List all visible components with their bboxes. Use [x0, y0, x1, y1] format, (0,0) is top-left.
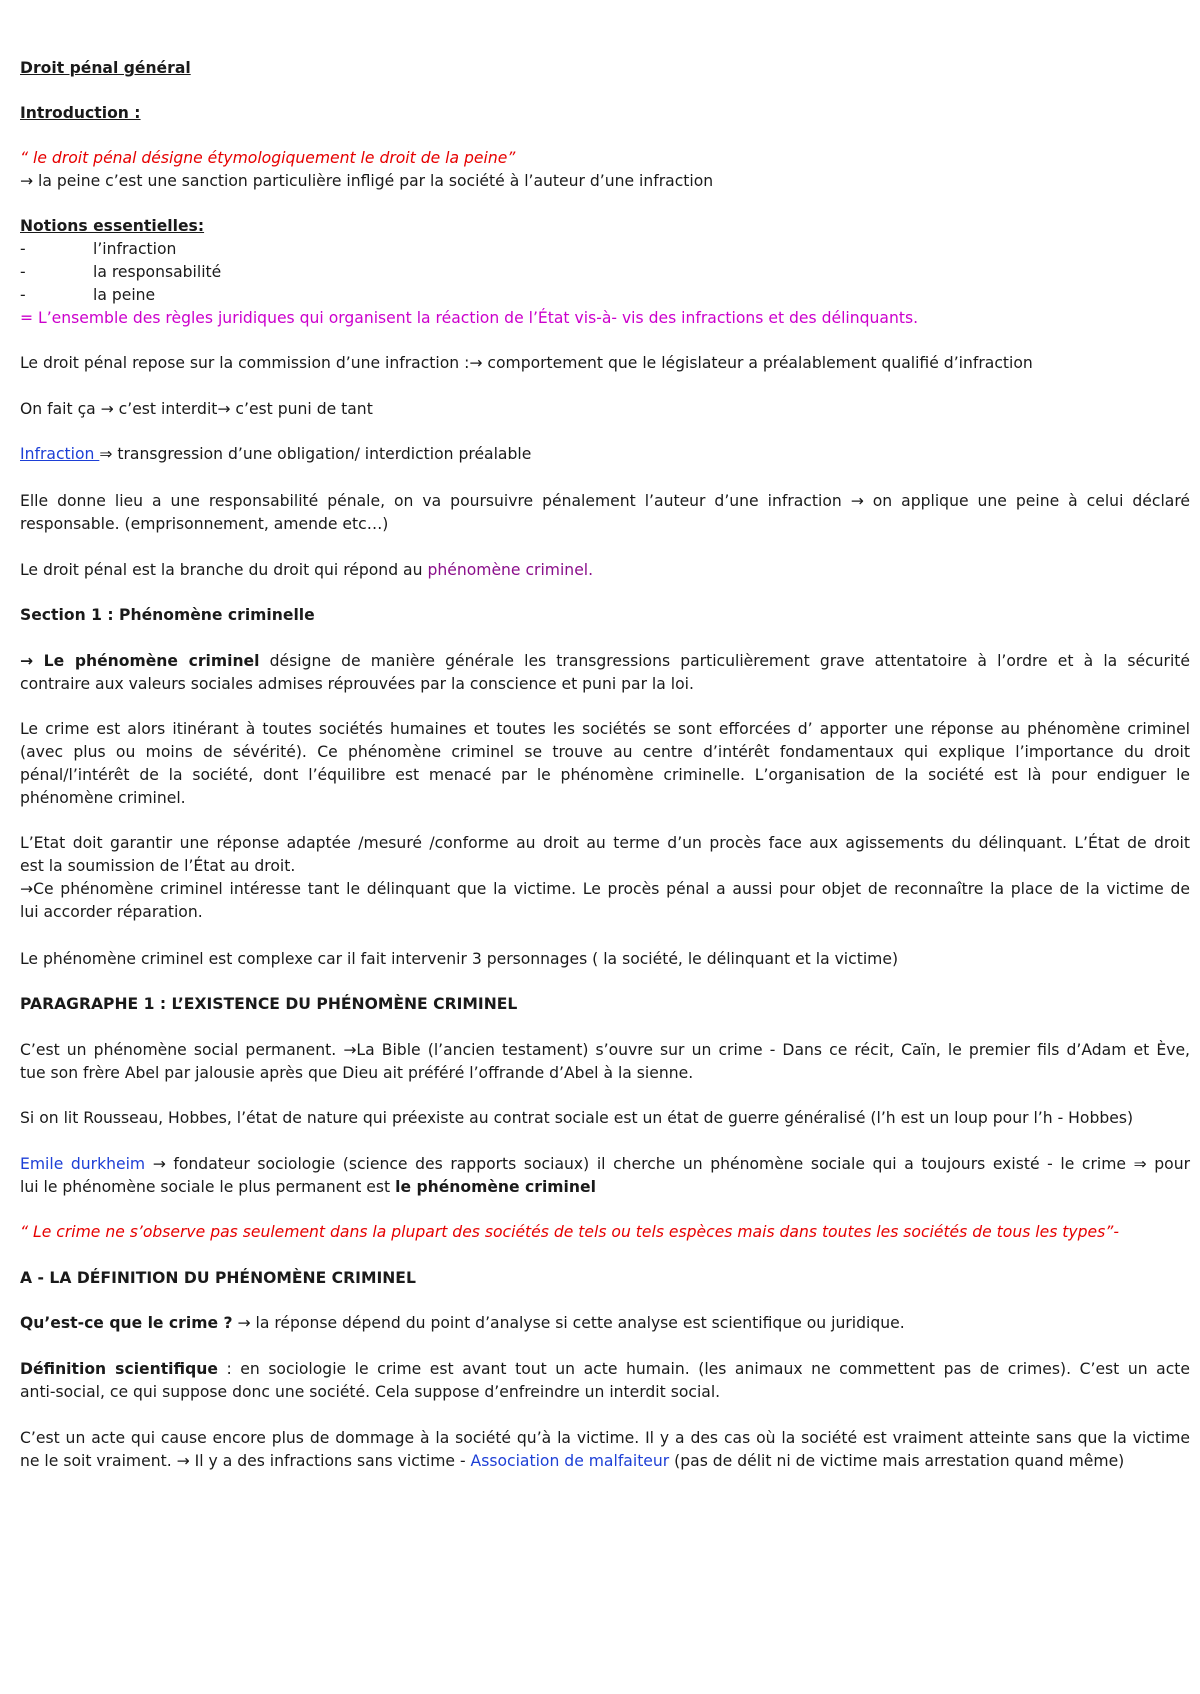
- crime-line-2: (avec plus ou moins de sévérité). Ce phénomène criminel se trouve au centre d’intérêt fondamentaux qui explique l’importance du droit: [20, 743, 1190, 761]
- durkheim-rest: → fondateur sociologie (science des rapports sociaux) il cherche un phénomène sociale qui a toujours existé - le crime ⇒ pour: [145, 1155, 1190, 1173]
- paragraphe-1-heading: PARAGRAPHE 1 : L’EXISTENCE DU PHÉNOMÈNE CRIMINEL: [20, 995, 518, 1013]
- etat-line-3: →Ce phénomène criminel intéresse tant le délinquant que la victime. Le procès pénal a aussi pour objet de reconnaître la place de la victime de: [20, 880, 1190, 898]
- complexe-line: Le phénomène criminel est complexe car il fait intervenir 3 personnages ( la société, le délinquant et la victime): [20, 950, 899, 968]
- etat-line-1: L’Etat doit garantir une réponse adaptée /mesuré /conforme au droit au terme d’un procès face aux agissements du délinquant. L’État de droit: [20, 834, 1190, 852]
- acte-line-2-end: (pas de délit ni de victime mais arrestation quand même): [669, 1452, 1125, 1470]
- rousseau-line: Si on lit Rousseau, Hobbes, l’état de nature qui préexiste au contrat sociale est un état de guerre généralisé (l’h est un loup pour l’h - Hobbes): [20, 1109, 1134, 1127]
- infraction-line: [20, 443, 1190, 465]
- responsabilite-line-1: Elle donne lieu a une responsabilité pénale, on va poursuivre pénalement l’auteur d’une infraction → on applique une peine à celui déclaré: [20, 492, 1190, 510]
- durkheim-line-2-text: lui le phénomène sociale le plus permanent est: [20, 1178, 396, 1196]
- list-dash: -: [20, 240, 26, 258]
- list-item: [20, 238, 1190, 260]
- crime-line-4: phénomène criminel.: [20, 789, 186, 807]
- line-peine: → la peine c’est une sanction particulière infligé par la société à l’auteur d’une infraction: [20, 172, 714, 190]
- list-item: [20, 284, 1190, 306]
- crime-line-1: Le crime est alors itinérant à toutes sociétés humaines et toutes les sociétés se sont efforcées d’ apporter une réponse au phénomène criminel: [20, 720, 1190, 738]
- section-a-heading: A - LA DÉFINITION DU PHÉNOMÈNE CRIMINEL: [20, 1269, 416, 1287]
- durkheim-name: Emile durkheim: [20, 1155, 146, 1173]
- infraction-link[interactable]: Infraction: [20, 445, 100, 463]
- phenomene-rest: désigne de manière générale les transgressions particulièrement grave attentatoire à l’ordre et à la sécurité: [259, 652, 1190, 670]
- association-link[interactable]: Association de malfaiteur: [470, 1452, 670, 1470]
- introduction-heading: Introduction :: [20, 104, 141, 122]
- crime-line-3: pénal/l’intérêt de la société, dont l’équilibre est menacé par le phénomène criminelle. L’organisation de la société est là pour endiguer le: [20, 766, 1190, 784]
- acte-line-1: C’est un acte qui cause encore plus de dommage à la société qu’à la victime. Il y a des cas où la société est vraiment atteinte sans que la victime: [20, 1429, 1190, 1447]
- etat-line-2: est la soumission de l’État au droit.: [20, 857, 296, 875]
- list-dash: -: [20, 263, 26, 281]
- definition-line-2: anti-social, ce qui suppose donc une société. Cela suppose d’enfreindre un interdit social.: [20, 1383, 721, 1401]
- ensemble-definition: = L’ensemble des règles juridiques qui organisent la réaction de l’État vis-à- vis des infractions et des délinquants.: [20, 309, 919, 327]
- document-title: Droit pénal général: [20, 59, 191, 77]
- durkheim-line-2-bold: le phénomène criminel: [395, 1178, 596, 1196]
- definition-rest: : en sociologie le crime est avant tout un acte humain. (les animaux ne commettent pas de crimes). C’est un acte: [217, 1360, 1190, 1378]
- list-item-text: l’infraction: [93, 240, 177, 258]
- paragraph-on-fait: On fait ça → c’est interdit→ c’est puni de tant: [20, 400, 373, 418]
- list-item-text: la peine: [93, 286, 156, 304]
- list-dash: -: [20, 286, 26, 304]
- acte-line-2: [20, 1450, 1190, 1472]
- infraction-definition: ⇒ transgression d’une obligation/ interdiction préalable: [99, 445, 532, 463]
- branche-line: [20, 559, 1190, 581]
- paragraph-repose: Le droit pénal repose sur la commission d’une infraction :→ comportement que le législateur a préalablement qualifié d’infraction: [20, 354, 1033, 372]
- phenomene-bold: → Le phénomène criminel: [20, 652, 260, 670]
- section-1-heading: Section 1 : Phénomène criminelle: [20, 606, 315, 624]
- responsabilite-line-2: responsable. (emprisonnement, amende etc…): [20, 515, 389, 533]
- acte-line-2-text: ne le soit vraiment. → Il y a des infractions sans victime -: [20, 1452, 471, 1470]
- etat-line-4: lui accorder réparation.: [20, 903, 203, 921]
- definition-bold: Définition scientifique: [20, 1360, 218, 1378]
- permanent-line-2: tue son frère Abel par jalousie après que Dieu ait préféré l’offrande d’Abel à la sienne.: [20, 1064, 694, 1082]
- notions-heading: Notions essentielles:: [20, 217, 205, 235]
- quote-durkheim: “ Le crime ne s’observe pas seulement dans la plupart des sociétés de tels ou tels espèces mais dans toutes les sociétés de tous les types”-: [20, 1223, 1119, 1241]
- quote-peine: “ le droit pénal désigne étymologiquement le droit de la peine”: [20, 149, 516, 167]
- branche-text: Le droit pénal est la branche du droit qui répond au: [20, 561, 428, 579]
- branche-highlight: phénomène criminel.: [427, 561, 594, 579]
- definition-line-1: [20, 1358, 1190, 1380]
- durkheim-line-1: [20, 1153, 1190, 1175]
- durkheim-line-2: [20, 1176, 1190, 1198]
- list-item: [20, 261, 1190, 283]
- question-bold: Qu’est-ce que le crime ?: [20, 1314, 233, 1332]
- phenomene-line-2: contraire aux valeurs sociales admises réprouvées par la conscience et puni par la loi.: [20, 675, 694, 693]
- list-item-text: la responsabilité: [93, 263, 222, 281]
- permanent-line-1: C’est un phénomène social permanent. →La Bible (l’ancien testament) s’ouvre sur un crime - Dans ce récit, Caïn, le premier fils d’Adam et Ève,: [20, 1041, 1190, 1059]
- phenomene-line-1: [20, 650, 1190, 672]
- question-rest: → la réponse dépend du point d’analyse si cette analyse est scientifique ou juridique.: [232, 1314, 905, 1332]
- question-line: [20, 1312, 1190, 1334]
